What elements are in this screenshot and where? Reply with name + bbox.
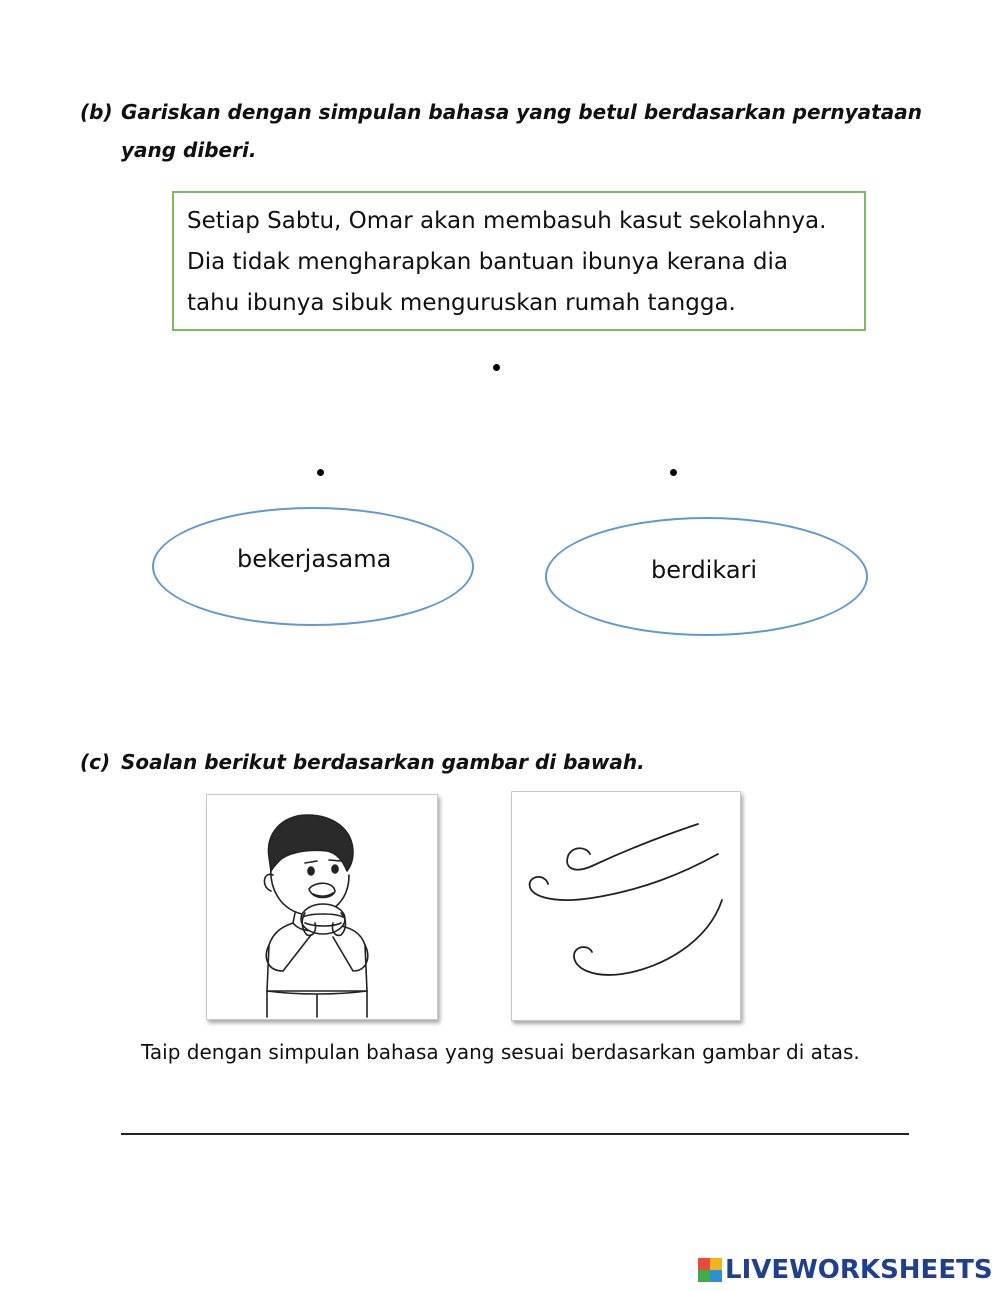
picture-wind — [511, 791, 741, 1021]
section-b-instruction-line1: Gariskan dengan simpulan bahasa yang betul berdasarkan pernyataan — [121, 100, 922, 124]
answer-input-line[interactable] — [121, 1133, 909, 1135]
section-c-instruction: Soalan berikut berdasarkan gambar di bawah. — [121, 750, 645, 774]
option-label: bekerjasama — [237, 545, 392, 573]
picture-boy-eating — [206, 794, 438, 1020]
boy-eating-icon — [207, 795, 437, 1019]
section-c-label: (c) — [80, 750, 111, 774]
option-label: berdikari — [651, 556, 758, 584]
passage-line: tahu ibunya sibuk menguruskan rumah tangga. — [187, 290, 736, 316]
match-dot-right[interactable] — [670, 469, 677, 476]
passage-line: Dia tidak mengharapkan bantuan ibunya kerana dia — [187, 249, 788, 275]
liveworksheets-logo — [698, 1254, 993, 1286]
wind-icon — [512, 792, 740, 1020]
logo-text: LIVEWORKSHEETS — [725, 1255, 993, 1285]
match-dot-left[interactable] — [317, 469, 324, 476]
answer-instruction: Taip dengan simpulan bahasa yang sesuai berdasarkan gambar di atas. — [141, 1040, 860, 1064]
section-b-instruction-line2: yang diberi. — [121, 138, 257, 162]
match-dot-top[interactable] — [493, 364, 500, 371]
passage-box — [172, 191, 866, 331]
liveworksheets-logo-icon — [698, 1258, 722, 1282]
section-b-label: (b) — [80, 100, 113, 124]
passage-line: Setiap Sabtu, Omar akan membasuh kasut sekolahnya. — [187, 208, 827, 234]
